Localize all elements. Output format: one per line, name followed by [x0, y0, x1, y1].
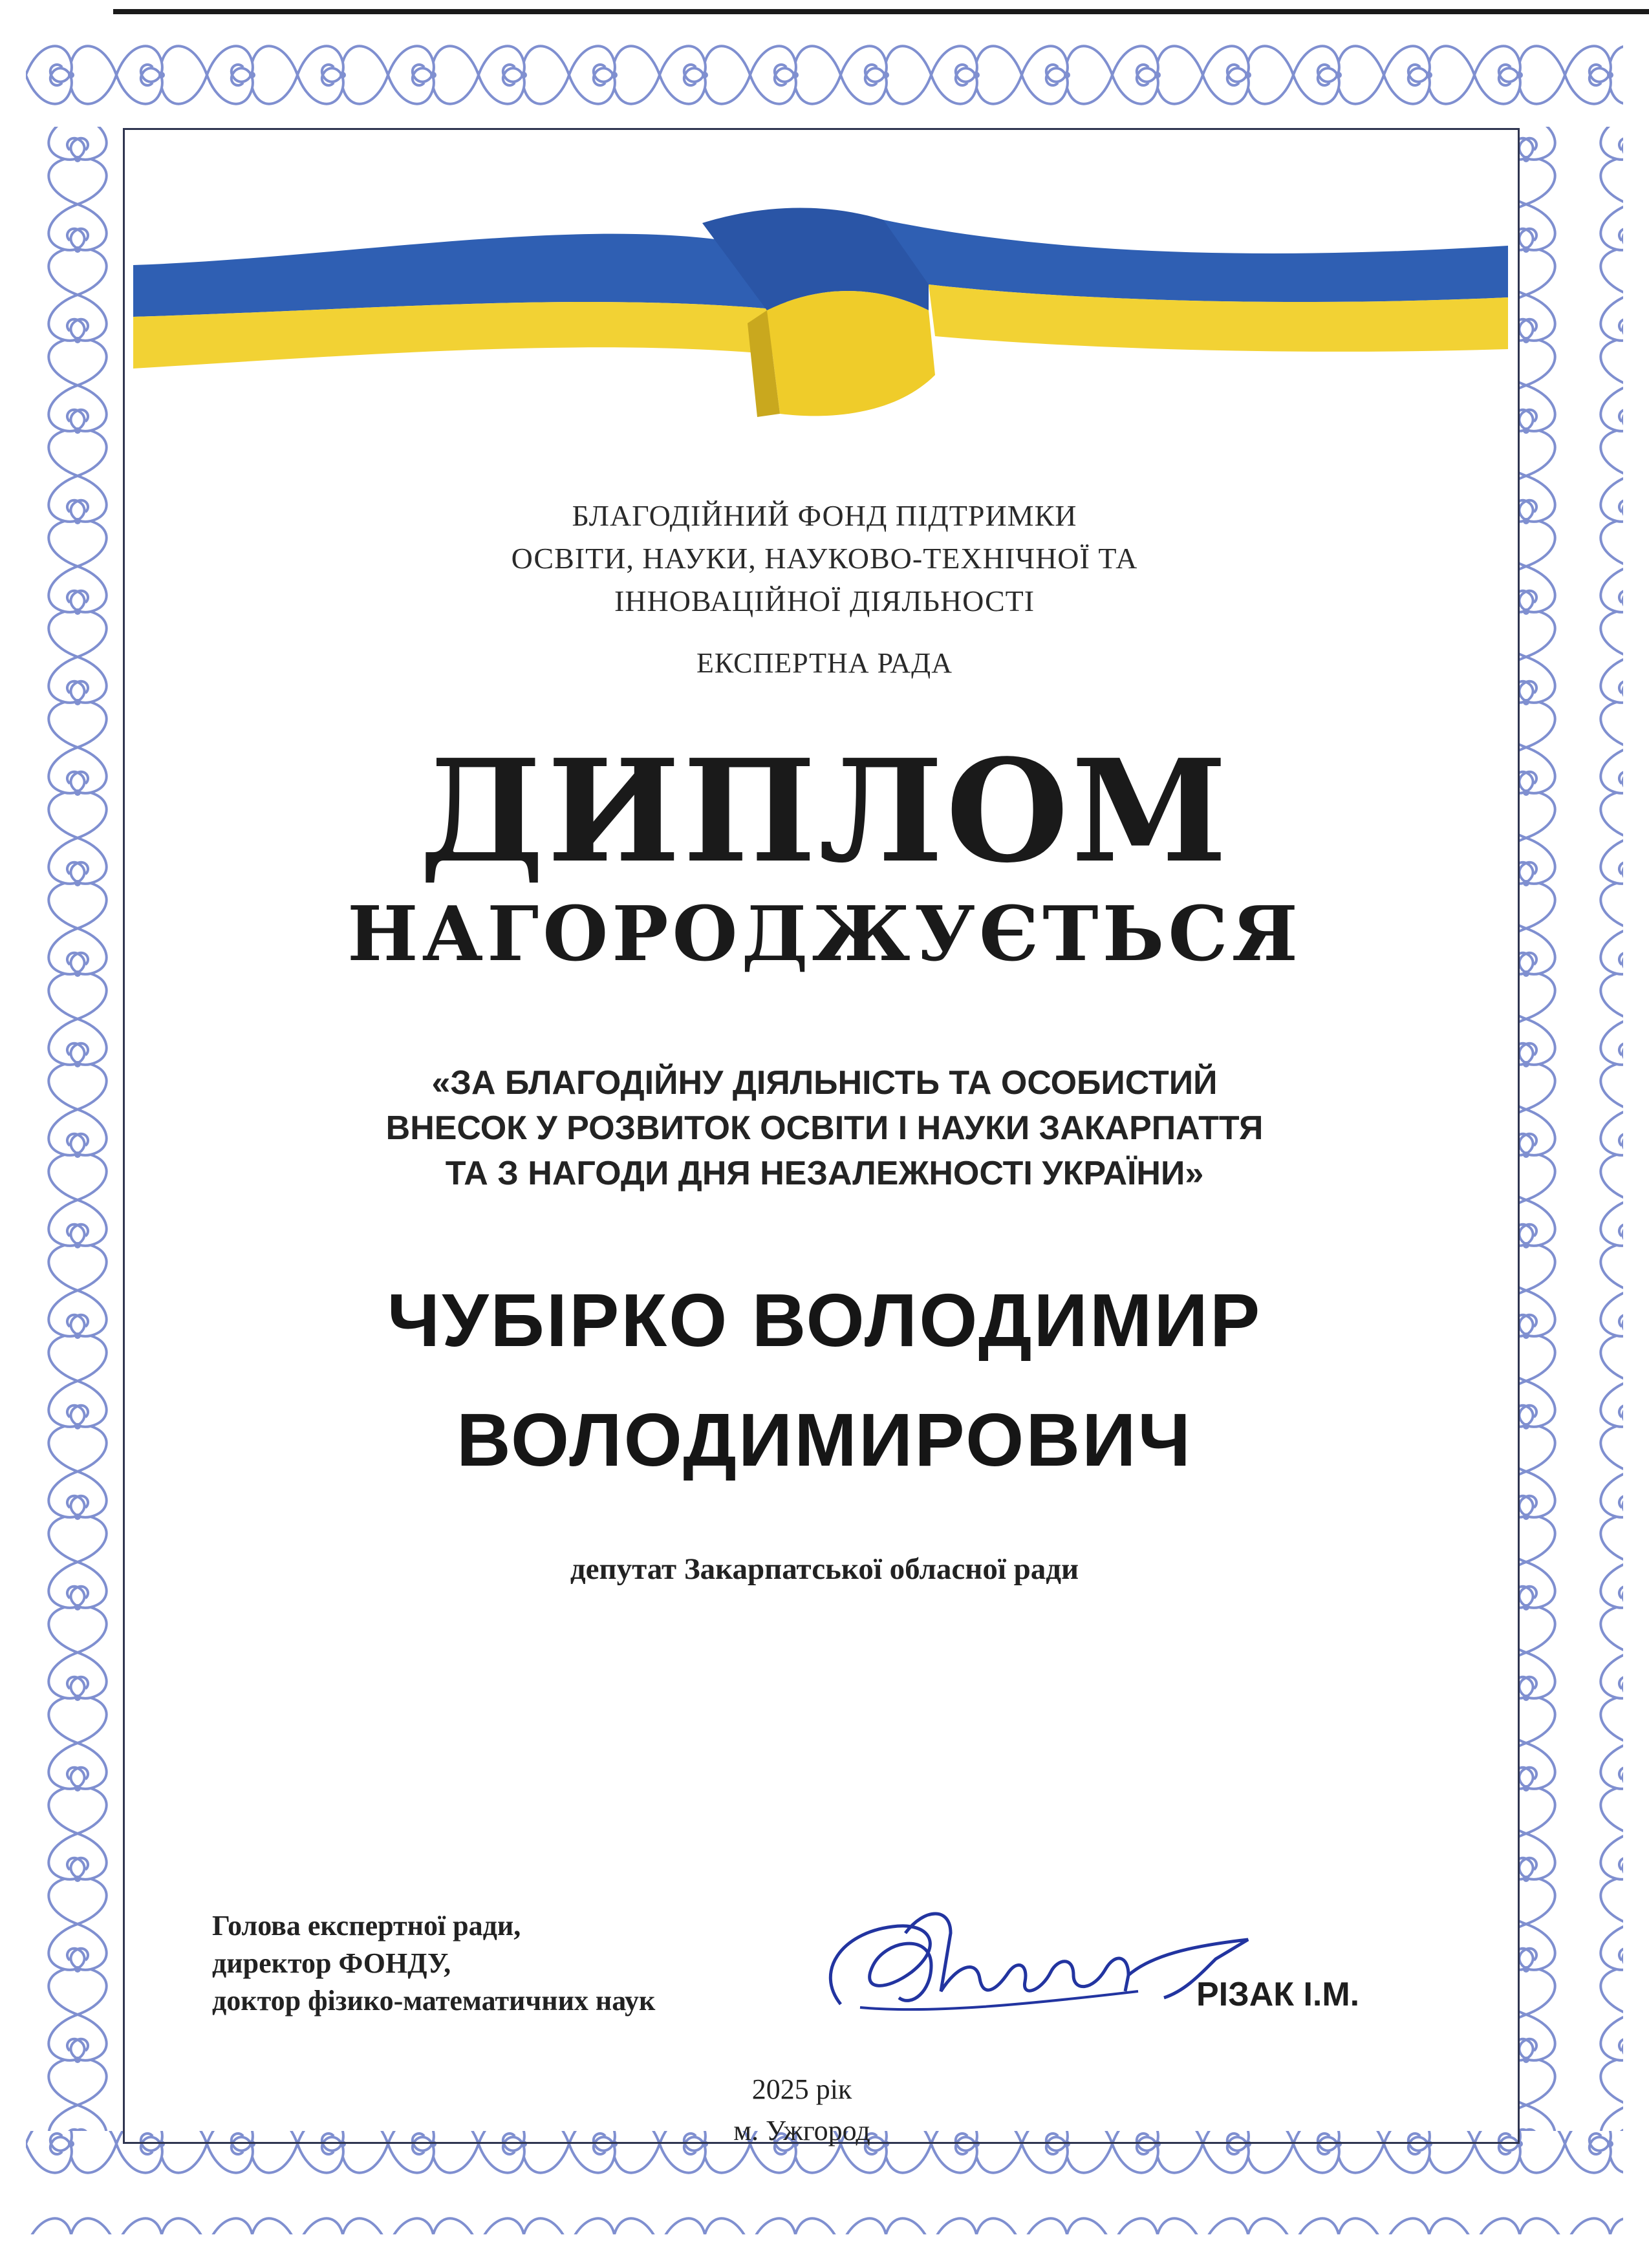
ukrainian-flag-ribbon — [133, 162, 1508, 433]
signatory-line-2: директор ФОНДУ, — [212, 1947, 451, 1979]
handwritten-signature — [802, 1894, 1255, 2043]
signatory-title — [212, 1907, 655, 2020]
expert-council-label: ЕКСПЕРТНА РАДА — [696, 647, 953, 679]
organization-line-2: ОСВІТИ, НАУКИ, НАУКОВО-ТЕХНІЧНОЇ ТА — [511, 542, 1138, 575]
award-reason-line-2: ВНЕСОК У РОЗВИТОК ОСВІТИ І НАУКИ ЗАКАРПАТТЯ — [385, 1109, 1264, 1147]
scan-edge-line — [0, 0, 1649, 22]
organization-name — [0, 495, 1649, 623]
diploma-title: ДИПЛОМ — [419, 729, 1230, 894]
signatory-line-3: доктор фізико-математичних наук — [212, 1985, 656, 2017]
signatory-line-1: Голова експертної ради, — [212, 1910, 521, 1942]
award-reason-line-1: «ЗА БЛАГОДІЙНУ ДІЯЛЬНІСТЬ ТА ОСОБИСТИЙ — [431, 1064, 1218, 1102]
signatory-name: РІЗАК І.М. — [1196, 1976, 1360, 2013]
award-reason-line-3: ТА З НАГОДИ ДНЯ НЕЗАЛЕЖНОСТІ УКРАЇНИ» — [445, 1155, 1204, 1192]
issue-place-date — [0, 2069, 1604, 2152]
organization-line-3: ІННОВАЦІЙНОЇ ДІЯЛЬНОСТІ — [614, 584, 1035, 617]
organization-line-1: БЛАГОДІЙНИЙ ФОНД ПІДТРИМКИ — [572, 499, 1077, 532]
awarded-subtitle: НАГОРОДЖУЄТЬСЯ — [347, 890, 1302, 978]
recipient-name-line-1: ЧУБІРКО ВОЛОДИМИР — [387, 1278, 1262, 1362]
issue-year: 2025 рік — [751, 2073, 852, 2105]
recipient-position: депутат Закарпатської обласної ради — [570, 1552, 1079, 1586]
award-reason — [0, 1060, 1649, 1196]
recipient-name-line-2: ВОЛОДИМИРОВИЧ — [456, 1398, 1193, 1482]
issue-city: м. Ужгород — [733, 2115, 870, 2146]
recipient-name — [0, 1261, 1649, 1500]
